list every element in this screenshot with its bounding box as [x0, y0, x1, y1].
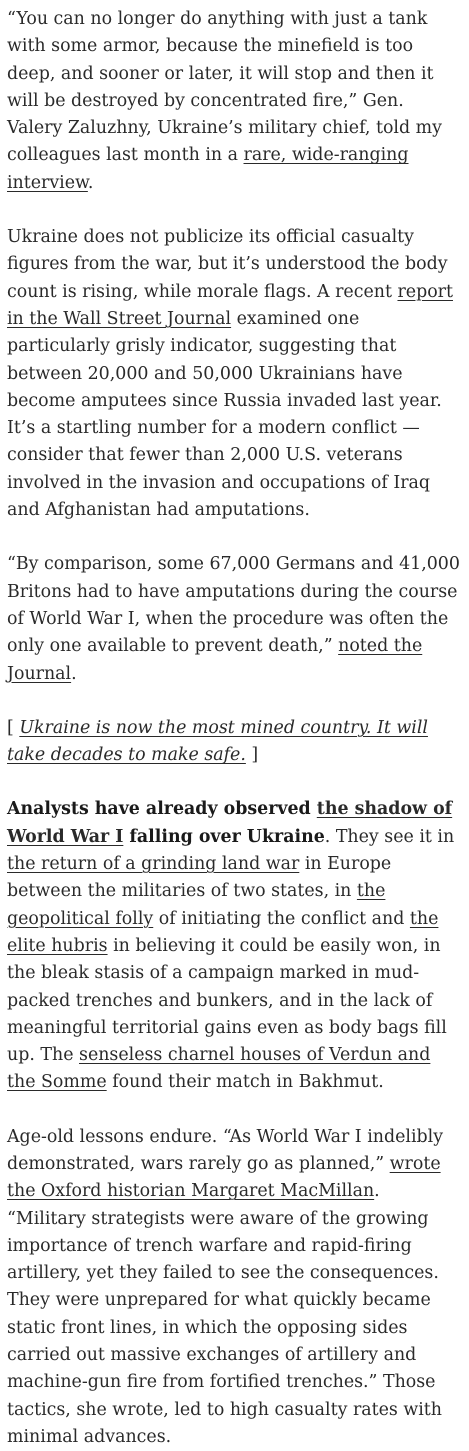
- link-macmillan[interactable]: wrote the Oxford historian Margaret MacMillan: [7, 1153, 441, 1202]
- paragraph-text: “You can no longer do anything with just a tank with some armor, because the minefield is too deep, and sooner or later, it will stop and then it will be destroyed by concentrated fire,” Gen. Valery Zaluzhny, Ukraine’s military chief, told my colleagues last month in a: [7, 9, 442, 166]
- paragraph-related-link: [7, 715, 462, 770]
- bold-text: Analysts have already observed: [7, 799, 317, 820]
- paragraph-text: of initiating the conflict and: [153, 908, 410, 929]
- link-geopolitical-folly[interactable]: the geopolitical folly: [7, 881, 386, 929]
- paragraph-text: Age-old lessons endure. “As World War I indelibly demonstrated, wars rarely go as planned,”: [7, 1126, 444, 1174]
- paragraph-analysts: [7, 796, 462, 1096]
- bracket-open: [: [7, 717, 20, 738]
- paragraph-text: examined one particularly grisly indicator, suggesting that between 20,000 and 50,000 Ukrainians have become amputees since Russia invaded last year. It’s a startling number for a modern conflict — consider that fewer than 2,000 U.S. veterans involved in the invasion and occupations of Iraq and Afghanistan had amputations.: [7, 308, 442, 521]
- link-noted-journal[interactable]: noted the Journal: [7, 636, 423, 684]
- link-most-mined-country[interactable]: Ukraine is now the most mined country. It will take decades to make safe.: [7, 717, 428, 766]
- link-elite-hubris[interactable]: the elite hubris: [7, 908, 439, 956]
- paragraph-text: .: [71, 663, 77, 684]
- paragraph-text: Ukraine does not publicize its official casualty figures from the war, but it’s understood the body count is rising, while morale flags. A recent: [7, 227, 448, 302]
- paragraph-text: . “Military strategists were aware of the growing importance of trench warfare and rapid-firing artillery, yet they failed to see the consequences. They were unprepared for what quickly became static front lines, in which the opposing sides carried out massive exchanges of artillery and machine-gun fire from fortified trenches.” Those tactics, she wrote, led to high casualty rates with minimal advances.: [7, 1181, 442, 1447]
- bold-text: falling over Ukraine: [123, 826, 325, 847]
- paragraph-text: .: [87, 172, 94, 193]
- paragraph-age-old-lessons: [7, 1124, 462, 1451]
- link-rare-interview[interactable]: rare, wide-ranging interview: [7, 145, 409, 193]
- link-wsj-report[interactable]: report in the Wall Street Journal: [7, 281, 453, 329]
- paragraph-text: . They see it in: [324, 826, 455, 847]
- paragraph-text: in believing it could be easily won, in the bleak stasis of a campaign marked in mud-packed trenches and bunkers, and in the lack of meaningful territorial gains even as body bags fill up. The: [7, 935, 447, 1066]
- link-grinding-land-war[interactable]: the return of a grinding land war: [7, 854, 300, 875]
- paragraph-zaluzhny-quote: [7, 6, 462, 197]
- paragraph-ww1-amputations: [7, 551, 462, 687]
- paragraph-text: found their match in Bakhmut.: [106, 1072, 384, 1093]
- link-verdun-somme[interactable]: senseless charnel houses of Verdun and the Somme: [7, 1045, 431, 1093]
- link-shadow-of-ww1[interactable]: the shadow of World War I: [7, 799, 453, 847]
- bracket-close: ]: [245, 745, 259, 766]
- paragraph-casualties: [7, 224, 462, 524]
- paragraph-text: in Europe between the militaries of two states, in: [7, 854, 392, 902]
- paragraph-text: “By comparison, some 67,000 Germans and 41,000 Britons had to have amputations during the course of World War I, when the procedure was often the only one available to prevent death,”: [7, 554, 460, 657]
